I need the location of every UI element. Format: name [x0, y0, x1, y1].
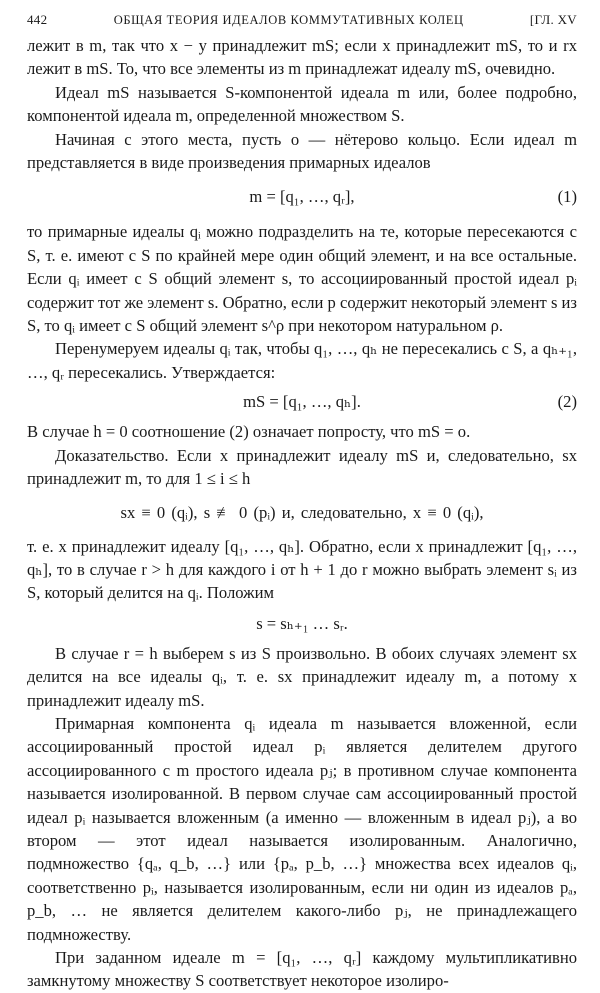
equation-number: (2): [557, 392, 577, 412]
paragraph: Начиная с этого места, пусть o — нётерово кольцо. Если идеал m представляется в виде произведения примарных идеалов: [27, 129, 577, 173]
paragraph: т. е. x принадлежит идеалу [q₁, …, qₕ]. Обратно, если x принадлежит [q₁, …, qₕ], то в случае r > h для каждого i от h + 1 до r можно выбрать элемент sᵢ из S, который делится на qᵢ. Положим: [27, 536, 577, 603]
running-title: ОБЩАЯ ТЕОРИЯ ИДЕАЛОВ КОММУТАТИВНЫХ КОЛЕЦ: [113, 13, 464, 27]
paragraph: Перенумеруем идеалы qᵢ так, чтобы q₁, …, qₕ не пересекались с S, а qₕ₊₁, …, qᵣ пересекались. Утверждается:: [27, 339, 577, 382]
equation-number: (1): [557, 187, 577, 207]
paragraph: Доказательство. Если x принадлежит идеалу mS и, следовательно, sx принадлежит m, то для 1 ≤ i ≤ h: [27, 445, 577, 489]
paragraph: Идеал mS называется S-компонентой идеала m или, более подробно, компонентой идеала m, определенной множеством S.: [27, 82, 577, 126]
page-header: [27, 12, 577, 34]
paragraph: В случае h = 0 соотношение (2) означает попросту, что mS = o.: [27, 422, 471, 442]
formula-1: [27, 174, 577, 220]
formula-4: s = sₕ₊₁ … sᵣ.: [256, 613, 348, 633]
formula-body: m = [q₁, …, qᵣ],: [249, 187, 355, 207]
paragraph: то примарные идеалы qᵢ можно подразделить на те, которые пересекаются с S, т. е. имеют с S по крайней мере один общий элемент, и на все остальные. Если qᵢ имеет с S общий элемент s, то ассоциированный простой идеал pᵢ содержит тот же элемент s. Обратно, если p содержит некоторый элемент s из S, то qᵢ имеет с S общий элемент s^ρ при некотором натуральном ρ.: [27, 222, 577, 336]
formula-3: sx ≡ 0 (qᵢ), s ≢ 0 (pᵢ) и, следовательно, x ≡ 0 (qᵢ),: [120, 502, 484, 522]
paragraph: Примарная компонента qᵢ идеала m называется вложенной, если ассоциированный простой идеал pᵢ является делителем другого ассоциированного с m простого идеала pⱼ; в противном случае компонента называется изолированной. В первом случае сам ассоциированный простой идеал pᵢ называется вложенным (а именно — вложенным в идеал pⱼ), а во втором — этот идеал называется изолированным. Аналогично, подмножество {qₐ, q_b, …} или {pₐ, p_b, …} множества всех идеалов qᵢ, соответственно pᵢ, называется изолированным, если ни один из идеалов pₐ, p_b, … не является делителем какого-либо pⱼ, не принадлежащего подмножеству.: [27, 713, 577, 944]
paragraph: лежит в m, так что x − y принадлежит mS; если x принадлежит mS, то и rx лежит в mS. То, что все элементы из m принадлежат идеалу mS, очевидно.: [27, 36, 577, 79]
body-text: [27, 34, 577, 993]
chapter-label: [ГЛ. XV: [529, 12, 577, 27]
formula-2: [27, 384, 577, 420]
paragraph: В случае r = h выберем s из S произвольно. В обоих случаях элемент sx делится на все идеалы qᵢ, т. е. sx принадлежит идеалу m, а потому x принадлежит идеалу mS.: [27, 643, 577, 710]
paragraph: При заданном идеале m = [q₁, …, qᵣ] каждому мультипликативно замкнутому множеству S соответствует некоторое изолиро-: [27, 948, 577, 991]
page-number: 442: [27, 12, 48, 27]
book-page: [27, 12, 577, 993]
formula-body: mS = [q₁, …, qₕ].: [243, 392, 361, 412]
